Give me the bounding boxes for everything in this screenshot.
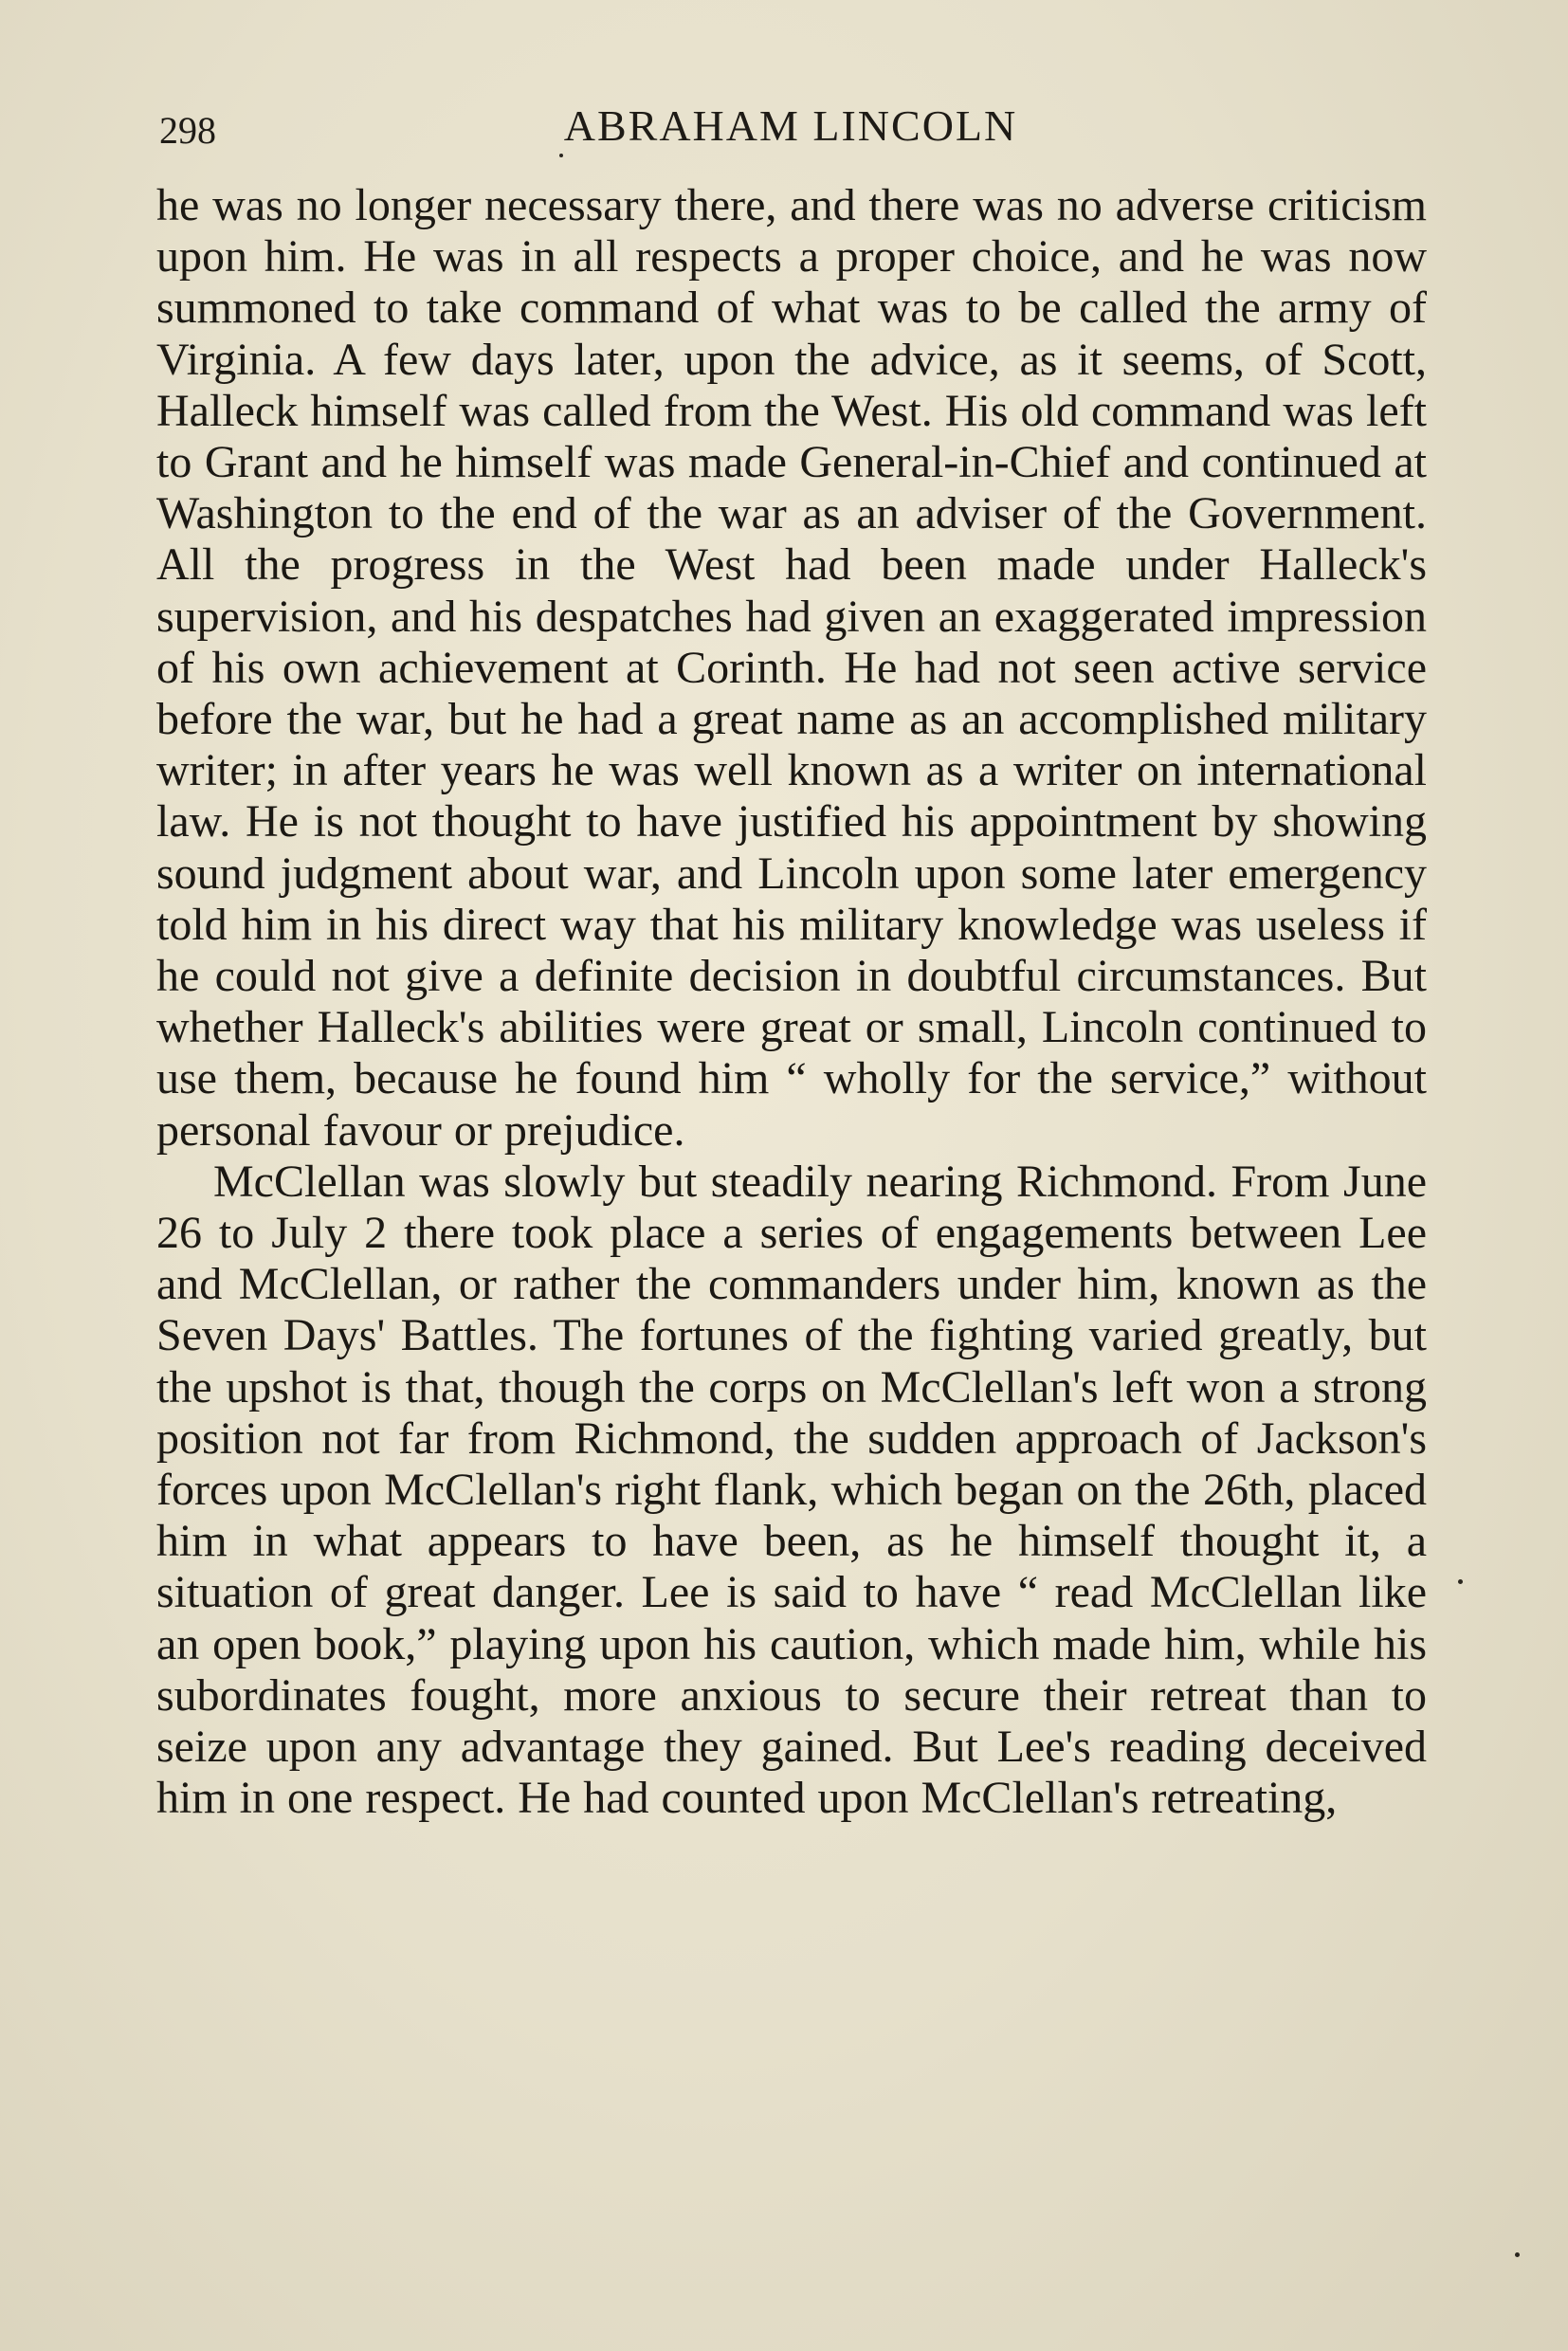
page-number: 298 bbox=[159, 109, 216, 152]
page-header bbox=[159, 95, 1422, 161]
paper-speck bbox=[1515, 2252, 1520, 2257]
paragraph: he was no longer necessary there, and there was no adverse criticism upon him. He was in all respects a proper choice, and he was now summoned to take command of what was to be called the army of Virginia. A few days later, upon the advice, as it seems, of Scott, Halleck himself was called from the West. His old command was left to Grant and he himself was made General-in-Chief and continued at Washington to the end of the war as an adviser of the Government. All the progress in the West had been made under Halleck's supervision, and his despatches had given an exaggerated impression of his own achievement at Corinth. He had not seen active service before the war, but he had a great name as an accomplished military writer; in after years he was well known as a writer on international law. He is not thought to have justified his appointment by showing sound judgment about war, and Lincoln upon some later emergency told him in his direct way that his military knowledge was useless if he could not give a definite decision in doubtful circumstances. But whether Halleck's abilities were great or small, Lincoln continued to use them, because he found him “ wholly for the service,” without personal favour or prejudice. bbox=[156, 180, 1427, 1156]
body-text bbox=[156, 180, 1427, 1825]
paper-speck bbox=[1458, 1579, 1463, 1584]
running-title: ABRAHAM LINCOLN bbox=[563, 101, 1018, 150]
paragraph: McClellan was slowly but steadily nearing Richmond. From June 26 to July 2 there took place a series of engagements between Lee and McClellan, or rather the commanders under him, known as the Seven Days' Battles. The fortunes of the fighting varied greatly, but the upshot is that, though the corps on McClellan's left won a strong position not far from Richmond, the sudden approach of Jackson's forces upon McClellan's right flank, which began on the 26th, placed him in what appears to have been, as he himself thought it, a situation of great danger. Lee is said to have “ read McClellan like an open book,” playing upon his caution, which made him, while his subordinates fought, more anxious to secure their retreat than to seize upon any advantage they gained. But Lee's reading deceived him in one respect. He had counted upon McClellan's retreating, bbox=[156, 1156, 1427, 1824]
paper-speck bbox=[559, 154, 563, 157]
